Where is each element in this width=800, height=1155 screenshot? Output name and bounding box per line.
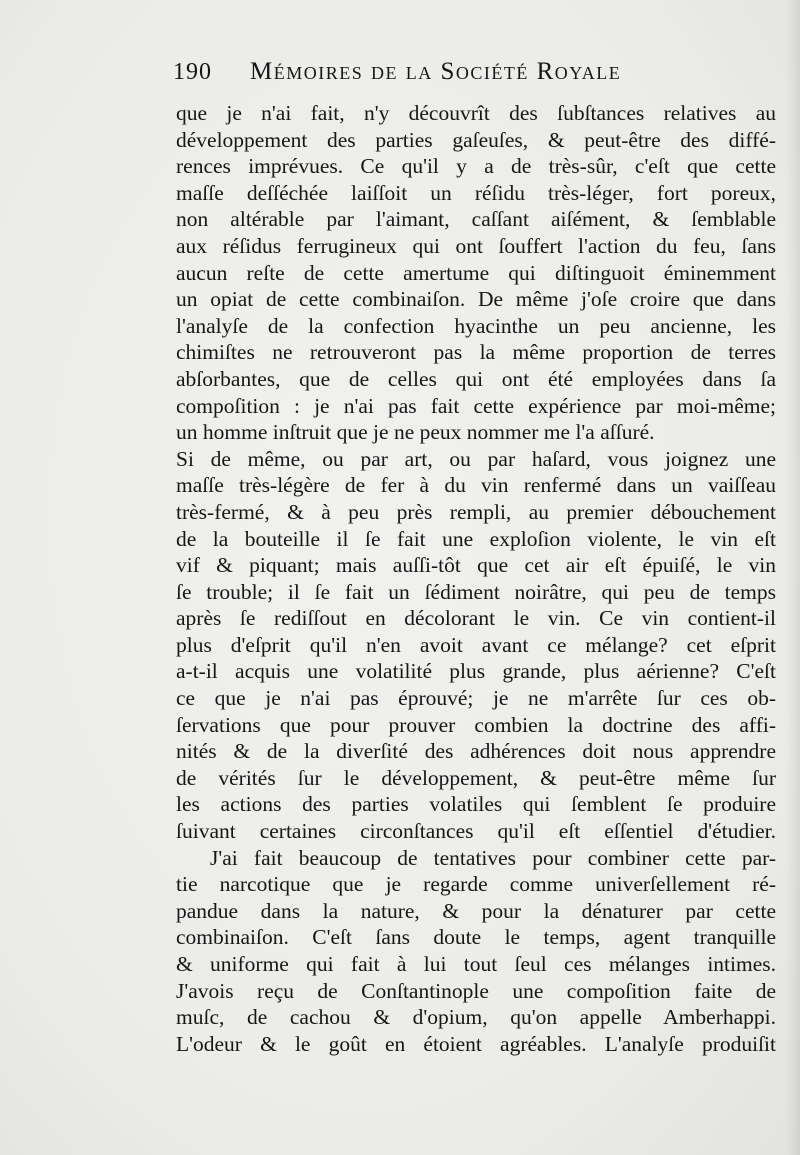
- text-line: muſc, de cachou & d'opium, qu'on appelle Amberhappi.: [176, 1005, 776, 1030]
- text-line: tie narcotique que je regarde comme univerſellement ré-: [176, 872, 776, 897]
- text-line: J'ai fait beaucoup de tentatives pour combiner cette par-: [210, 845, 776, 870]
- text-line: ce que je n'ai pas éprouvé; je ne m'arrête ſur ces ob-: [176, 686, 776, 711]
- text-line: un homme inſtruit que je ne peux nommer me l'a aſſuré.: [176, 420, 655, 445]
- text-line: maſſe deſſéchée laiſſoit un réſidu très-léger, fort poreux,: [176, 180, 776, 205]
- text-line: un opiat de cette combinaiſon. De même j'oſe croire que dans: [176, 287, 776, 312]
- text-line: développement des parties gaſeuſes, & peut-être des diffé-: [176, 127, 776, 152]
- text-line: ſervations que pour prouver combien la doctrine des affi-: [176, 712, 776, 737]
- body-text: [176, 100, 776, 1057]
- running-title: Mémoires de la Société Royale: [250, 58, 622, 85]
- page-header: [173, 58, 733, 92]
- text-line: l'analyſe de la confection hyacinthe un peu ancienne, les: [176, 313, 776, 338]
- text-line: ſe trouble; il ſe fait un ſédiment noirâtre, qui peu de temps: [176, 579, 776, 604]
- text-line: & uniforme qui fait à lui tout ſeul ces mélanges intimes.: [176, 952, 776, 976]
- text-line: vif & piquant; mais auſſi-tôt que cet air eſt épuiſé, le vin: [176, 553, 776, 578]
- text-line: a-t-il acquis une volatilité plus grande, plus aérienne? C'eſt: [176, 659, 776, 684]
- text-line: que je n'ai fait, n'y découvrît des ſubſtances relatives au: [176, 101, 776, 125]
- text-line: très-fermé, & à peu près rempli, au premier débouchement: [176, 499, 776, 524]
- text-line: de la bouteille il ſe fait une exploſion violente, le vin eſt: [176, 526, 776, 551]
- text-line: plus d'eſprit qu'il n'en avoit avant ce mélange? cet eſprit: [176, 632, 776, 657]
- text-line: combinaiſon. C'eſt ſans doute le temps, agent tranquille: [176, 925, 776, 950]
- text-line: nités & de la diverſité des adhérences doit nous apprendre: [176, 739, 776, 764]
- text-line: aucun reſte de cette amertume qui diſtinguoit éminemment: [176, 260, 776, 285]
- text-line: rences imprévues. Ce qu'il y a de très-sûr, c'eſt que cette: [176, 154, 776, 179]
- text-line: les actions des parties volatiles qui ſemblent ſe produire: [176, 792, 776, 817]
- text-line: ſuivant certaines circonſtances qu'il eſt eſſentiel d'étudier.: [176, 819, 776, 844]
- text-line: abſorbantes, que de celles qui ont été employées dans ſa: [176, 366, 776, 391]
- text-line: J'avois reçu de Conſtantinople une compoſition faite de: [176, 978, 776, 1003]
- page-number: 190: [173, 59, 212, 85]
- text-line: de vérités ſur le développement, & peut-être même ſur: [176, 765, 776, 790]
- text-line: pandue dans la nature, & pour la dénaturer par cette: [176, 898, 776, 923]
- page-edge-shadow: [786, 0, 800, 1155]
- text-line: Si de même, ou par art, ou par haſard, vous joignez une: [176, 446, 776, 471]
- text-line: maſſe très-légère de fer à du vin renfermé dans un vaiſſeau: [176, 473, 776, 498]
- text-line: aux réſidus ferrugineux qui ont ſouffert l'action du feu, ſans: [176, 233, 776, 258]
- text-line: après ſe rediſſout en décolorant le vin. Ce vin contient-il: [176, 606, 776, 631]
- text-line: non altérable par l'aimant, caſſant aiſément, & ſemblable: [176, 207, 776, 232]
- text-line: chimiſtes ne retrouveront pas la même proportion de terres: [176, 340, 776, 365]
- text-line: compoſition : je n'ai pas fait cette expérience par moi-même;: [176, 393, 776, 418]
- text-line: L'odeur & le goût en étoient agréables. L'analyſe produiſit: [176, 1031, 776, 1056]
